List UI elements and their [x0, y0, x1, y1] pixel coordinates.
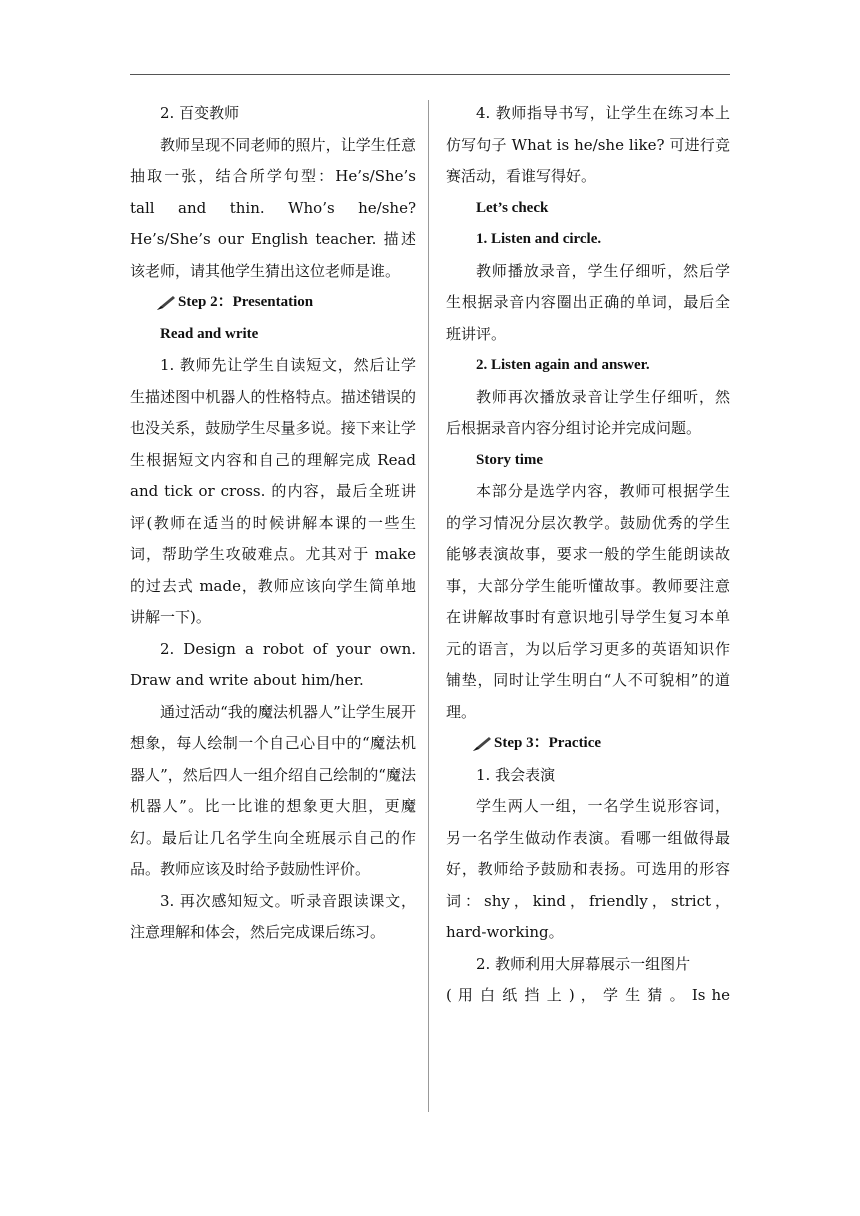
section-subheading: 1. Listen and circle.	[476, 231, 602, 247]
pen-icon	[156, 295, 176, 311]
paragraph: 2. Design a robot of your own. Draw and write about him/her.	[130, 639, 416, 689]
paragraph: 4. 教师指导书写，让学生在练习本上仿写句子 What is he/she like? 可进行竞赛活动，看谁写得好。	[446, 104, 730, 185]
activity-title: 1. 我会表演	[476, 765, 556, 784]
pen-icon	[472, 736, 492, 752]
right-column	[446, 98, 730, 1012]
section-heading: Let’s check	[476, 199, 549, 216]
section-heading: Story time	[476, 451, 544, 468]
section-heading: Read and write	[160, 325, 259, 342]
paragraph: 1. 教师先让学生自读短文，然后让学生描述图中机器人的性格特点。描述错误的也没关系，鼓励学生尽量多说。接下来让学生根据短文内容和自己的理解完成 Read and tick or cross. 的内容，最后全班讲评(教师在适当的时候讲解本课的一些生词，帮助学生攻破难点。尤其对于 make 的过去式 made，教师应该向学生简单地讲解一下)。	[130, 356, 416, 626]
paragraph: 通过活动“我的魔法机器人”让学生展开想象，每人绘制一个自己心目中的“魔法机器人”，然后四人一组介绍自己绘制的“魔法机器人”。比一比谁的想象更大胆，更魔幻。最后让几名学生向全班展示自己的作品。教师应该及时给予鼓励性评价。	[130, 702, 416, 878]
paragraph: 2. 教师利用大屏幕展示一组图片	[476, 954, 691, 973]
left-column	[130, 98, 416, 949]
paragraph: 3. 再次感知短文。听录音跟读课文，注意理解和体会，然后完成课后练习。	[130, 891, 416, 941]
column-divider	[428, 100, 429, 1112]
step-heading	[130, 287, 416, 319]
step-heading	[446, 728, 730, 760]
paragraph-continued: ( 用 白 纸 挡 上 ) ， 学 生 猜 。 Is he	[446, 986, 730, 1004]
paragraph: 学生两人一组，一名学生说形容词，另一名学生做动作表演。看哪一组做得最好，教师给予鼓励和表扬。可选用的形容词：shy，kind，friendly，strict，hard-working。	[446, 797, 730, 941]
header-rule	[130, 74, 730, 75]
step-heading-text: Step 3：Practice	[494, 735, 602, 751]
activity-title: 2. 百变教师	[160, 104, 240, 122]
paragraph: 教师播放录音，学生仔细听，然后学生根据录音内容圈出正确的单词，最后全班讲评。	[446, 261, 730, 343]
paragraph: 教师再次播放录音让学生仔细听，然后根据录音内容分组讨论并完成问题。	[446, 387, 730, 437]
section-subheading: 2. Listen again and answer.	[476, 357, 650, 373]
paragraph: 教师呈现不同老师的照片，让学生任意抽取一张，结合所学句型：He’s/She’s tall and thin. Who’s he/she? He’s/She’s our English teacher. 描述该老师，请其他学生猜出这位老师是谁。	[130, 135, 416, 280]
step-heading-text: Step 2：Presentation	[178, 294, 314, 310]
paragraph: 本部分是选学内容，教师可根据学生的学习情况分层次教学。鼓励优秀的学生能够表演故事，要求一般的学生能朗读故事，大部分学生能听懂故事。教师要注意在讲解故事时有意识地引导学生复习本单元的语言，为以后学习更多的英语知识作铺垫，同时让学生明白“人不可貌相”的道理。	[446, 482, 730, 721]
